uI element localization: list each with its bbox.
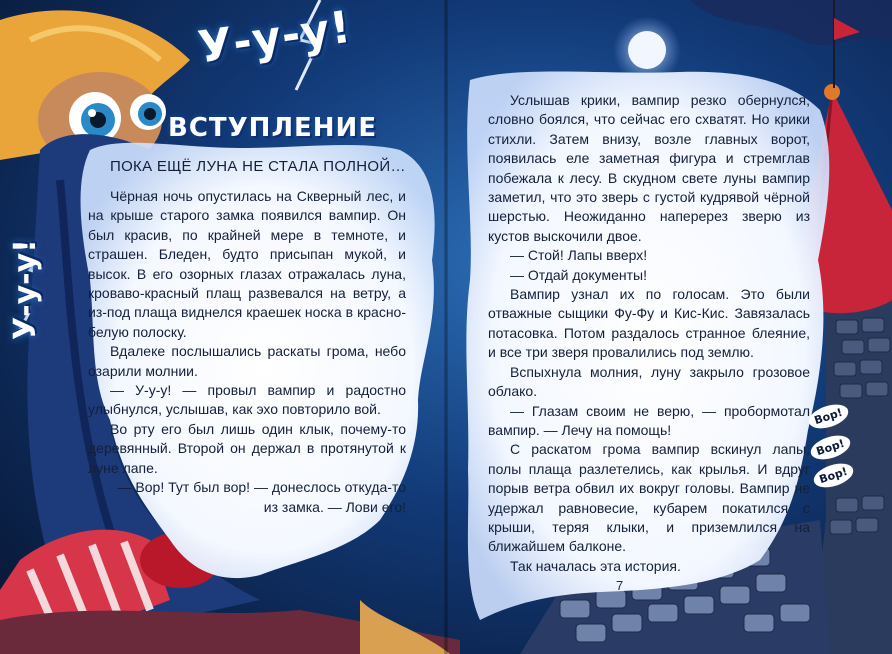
paragraph: Так началась эта история. — [510, 557, 681, 574]
paragraph: Вдалеке послышались раскаты грома, небо озарили молнии. — [88, 343, 406, 379]
paragraph: — У-у-у! — провыл вампир и радостно улыбнулся, услышав, как эхо повторило вой. — [88, 382, 406, 418]
paragraph: — Стой! Лапы вверх! — [510, 247, 648, 264]
paragraph: Вспыхнула молния, луну закрыло грозовое облако. — [488, 363, 810, 400]
paragraph: Чёрная ночь опустилась на Скверный лес, и на крыше старого замка появился вампир. Он был красив, по крайней мере в темноте, и страшен. Бледен, будто присыпан мукой, и высок. В его озорных глазах отражалась луна, кроваво-красный плащ развевался на ветру, а из-под плаща виднелся краешек носка в красно-белую полоску. — [88, 188, 406, 340]
paragraph: Во рту его был лишь один клык, почему-то деревянный. Второй он держал в протянутой к луне лапе. — [88, 420, 406, 476]
paragraph: С раскатом грома вампир вскинул лапы, полы плаща разлетелись, как крылья. И вдруг порыв ветра обвил их вокруг головы. Вампир не удержал равновесие, кубарем покатился с крыши, теряя клыки, и приземлился на ближайшем балконе. — [488, 441, 810, 555]
paragraph: — Глазам своим не верю, — пробормотал вампир. — Лечу на помощь! — [488, 402, 810, 438]
page-number-left: 6 — [238, 578, 246, 593]
left-page-text — [88, 187, 406, 517]
shout-top: У-у-у! — [195, 1, 355, 74]
paragraph: — Отдай документы! — [510, 266, 647, 283]
book-gutter — [444, 0, 448, 654]
page-number-right: 7 — [616, 578, 624, 593]
paragraph: Вампир узнал их по голосам. Это были отважные сыщики Фу-Фу и Кис-Кис. Завязалась потасовка. Потом раздалось странное блеяние, и все три зверя провалились под землю. — [488, 286, 810, 361]
sound-effect-bubble: Вор! — [811, 459, 856, 492]
sound-effect-bubble: Вор! — [806, 400, 851, 433]
right-page-text — [488, 91, 810, 576]
paragraph: — Вор! Тут был вор! — донеслось откуда-то из замка. — Лови его! — [117, 479, 406, 515]
chapter-heading: ВСТУПЛЕНИЕ — [168, 113, 378, 143]
sound-effect-bubble: Вор! — [808, 431, 853, 464]
moon — [628, 31, 666, 69]
chapter-subtitle: ПОКА ЕЩЁ ЛУНА НЕ СТАЛА ПОЛНОЙ… — [110, 158, 406, 175]
shout-side: У-у-у! — [8, 239, 43, 340]
paragraph: Услышав крики, вампир резко обернулся, словно боялся, что сейчас его схватят. Но крики стихли. Затем внизу, возле главных ворот, появилась еле заметная фигура и стремглав побежала к лесу. В скудном свете луны вампир заметил, что это зверь с густой кудрявой чёрной шерстью. Неожиданно наперерез зверю из кустов выскочили двое. — [488, 92, 810, 244]
